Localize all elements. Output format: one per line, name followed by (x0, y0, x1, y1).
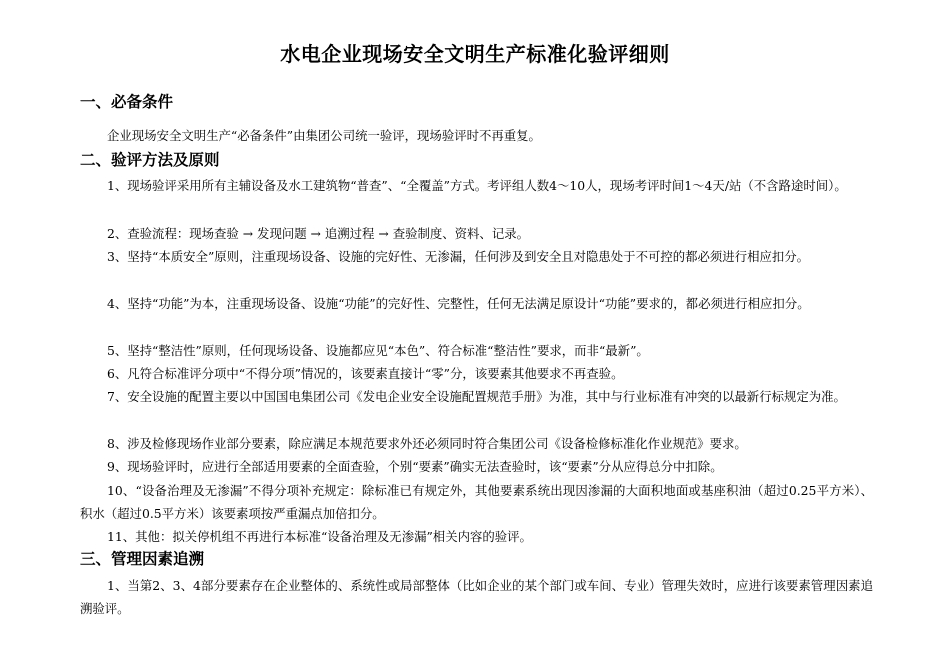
paragraph: 4、坚持“功能”为本，注重现场设备、设施“功能”的完好性、完整性，任何无法满足原设计“功能”要求的，都必须进行相应扣分。 (107, 296, 810, 311)
paragraph: 8、涉及检修现场作业部分要素，除应满足本规范要求外还必须同时符合集团公司《设备检修标准化作业规范》要求。 (107, 436, 747, 451)
paragraph: 企业现场安全文明生产“必备条件”由集团公司统一验评，现场验评时不再重复。 (107, 128, 541, 143)
section-heading-management-tracing: 三、管理因素追溯 (80, 550, 205, 568)
paragraph: 10、“设备治理及无渗漏”不得分项补充规定：除标准已有规定外，其他要素系统出现因渗漏的大面积地面或基座积油（超过0.25平方米）、积水（超过0.5平方米）该要素项按严重漏点加倍扣分。 (80, 483, 873, 522)
paragraph: 2、查验流程：现场查验 → 发现问题 → 追溯过程 → 查验制度、资料、记录。 (107, 226, 529, 241)
document-title: 水电企业现场安全文明生产标准化验评细则 (280, 42, 670, 66)
paragraph: 1、现场验评采用所有主辅设备及水工建筑物“普查”、“全覆盖”方式。考评组人数4～10人，现场考评时间1～4天/站（不含路途时间）。 (107, 178, 847, 193)
paragraph: 3、坚持“本质安全”原则，注重现场设备、设施的完好性、无渗漏，任何涉及到安全且对隐患处于不可控的都必须进行相应扣分。 (107, 249, 810, 264)
paragraph: 5、坚持“整洁性”原则，任何现场设备、设施都应见“本色”、符合标准“整洁性”要求，而非“最新”。 (107, 343, 649, 358)
paragraph: 9、现场验评时，应进行全部适用要素的全面查验，个别“要素”确实无法查验时，该“要素”分从应得总分中扣除。 (107, 459, 723, 474)
section-heading-requirements: 一、必备条件 (80, 93, 174, 111)
paragraph: 11、其他：拟关停机组不再进行本标准“设备治理及无渗漏”相关内容的验评。 (107, 529, 532, 544)
section-heading-methods: 二、验评方法及原则 (80, 151, 220, 169)
paragraph: 1、当第2、3、4部分要素存在企业整体的、系统性或局部整体（比如企业的某个部门或车间、专业）管理失效时，应进行该要素管理因素追溯验评。 (80, 578, 873, 617)
paragraph: 7、安全设施的配置主要以中国国电集团公司《发电企业安全设施配置规范手册》为准，其中与行业标准有冲突的以最新行标规定为准。 (107, 389, 846, 404)
paragraph: 6、凡符合标准评分项中“不得分项”情况的，该要素直接计“零”分，该要素其他要求不再查验。 (107, 366, 624, 381)
